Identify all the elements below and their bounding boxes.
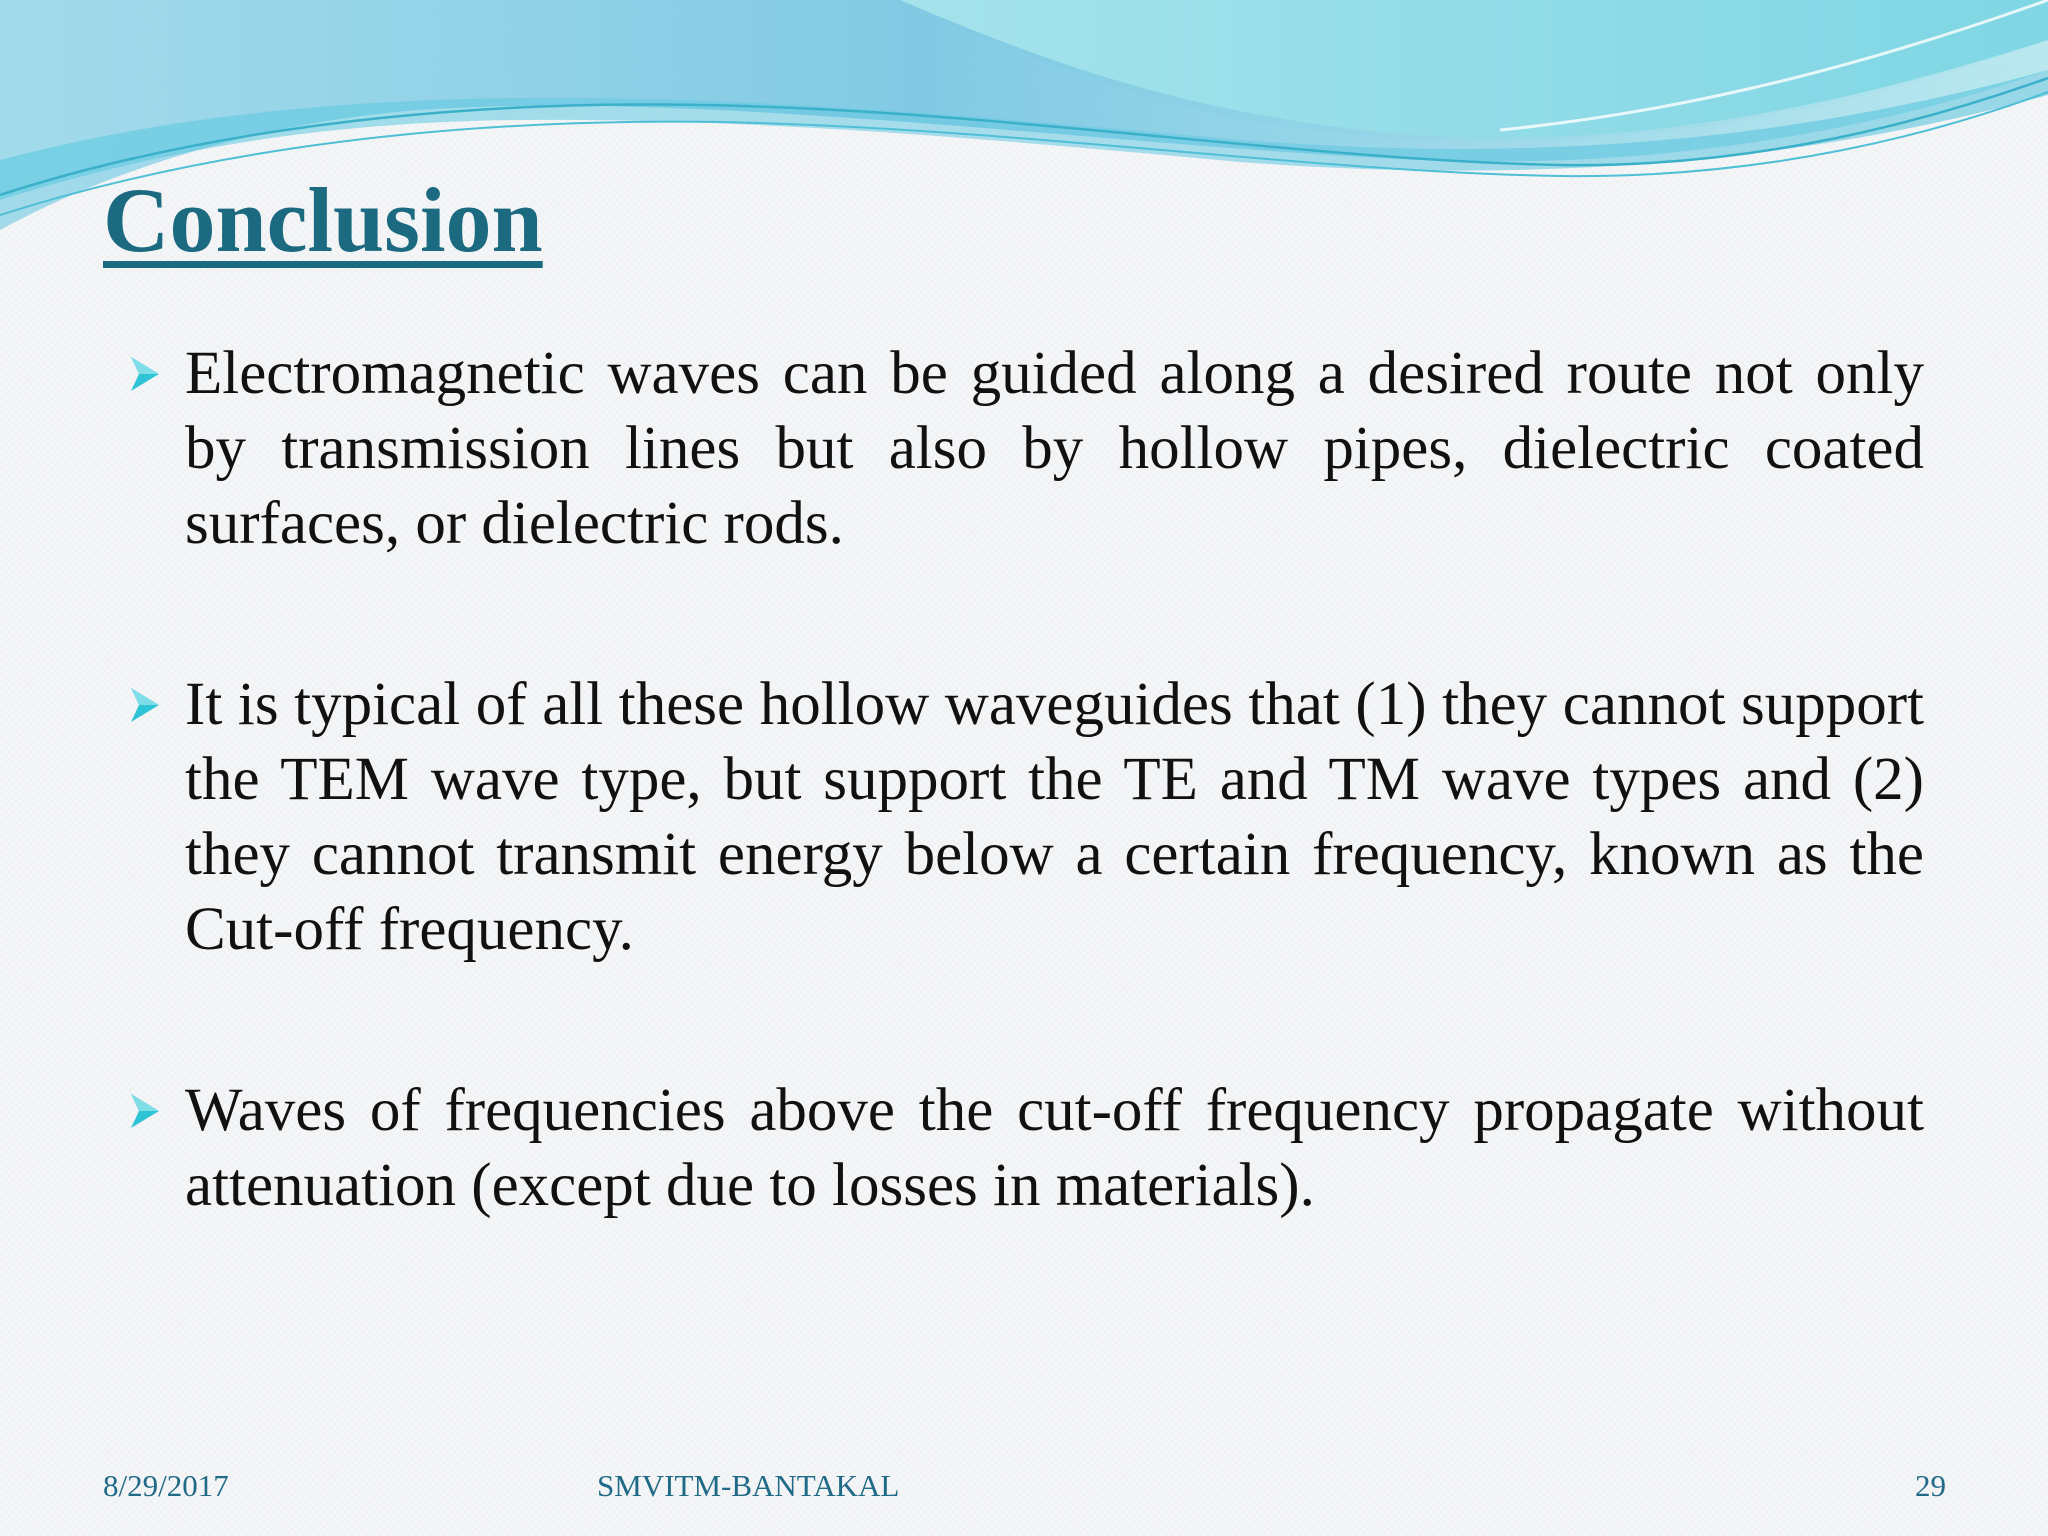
- footer-date: 8/29/2017: [103, 1468, 229, 1503]
- arrow-bullet-icon: [128, 667, 185, 742]
- list-item: [128, 667, 1924, 967]
- list-item: [128, 1073, 1924, 1223]
- bullet-list: [128, 336, 1924, 1223]
- page-title: Conclusion: [103, 169, 543, 271]
- list-item: [128, 336, 1924, 561]
- bullet-text: Waves of frequencies above the cut-off frequency propagate without attenuation (except due to losses in materials).: [185, 1077, 1924, 1219]
- footer-organization: SMVITM-BANTAKAL: [597, 1468, 900, 1503]
- bullet-text: Electromagnetic waves can be guided along a desired route not only by transmission lines but also by hollow pipes, dielectric coated surfaces, or dielectric rods.: [185, 340, 1924, 557]
- bullet-text: It is typical of all these hollow waveguides that (1) they cannot support the TEM wave type, but support the TE and TM wave types and (2) they cannot transmit energy below a certain frequency, known as the Cut-off frequency.: [185, 671, 1924, 963]
- arrow-bullet-icon: [128, 1073, 185, 1148]
- page-number: 29: [1915, 1468, 1946, 1503]
- arrow-bullet-icon: [128, 336, 185, 411]
